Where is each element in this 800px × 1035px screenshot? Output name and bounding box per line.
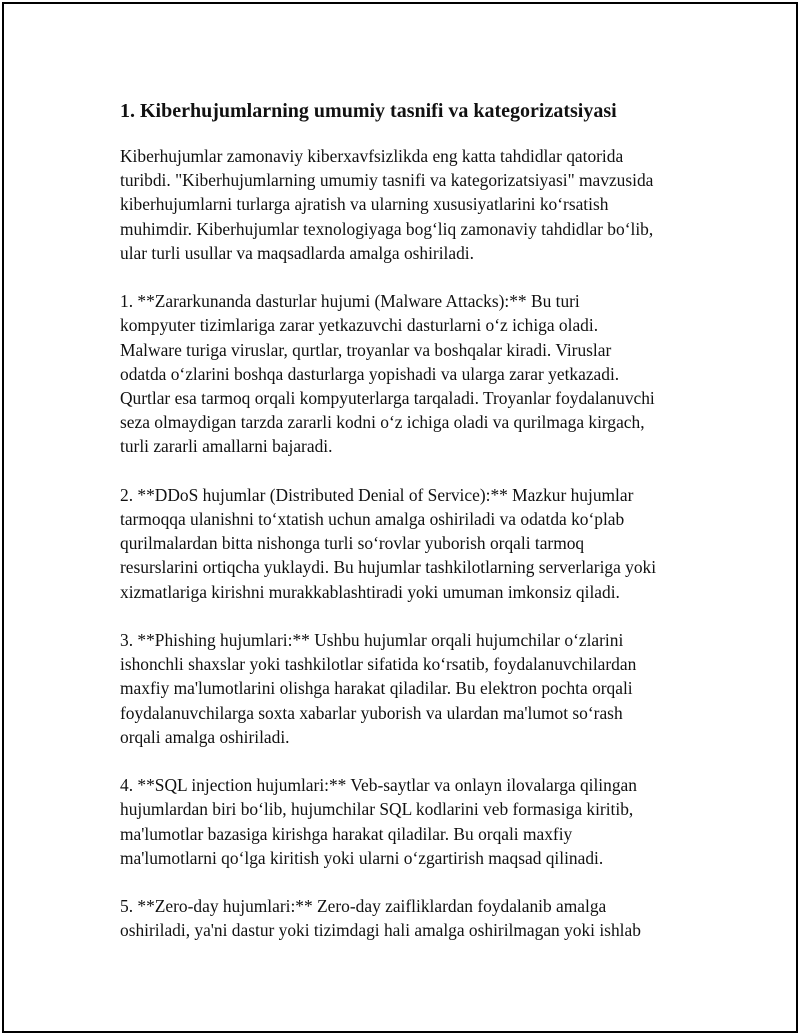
text-line: Qurtlar esa tarmoq orqali kompyuterlarga tarqaladi. Troyanlar foydalanuvchi <box>120 388 655 409</box>
paragraph-sql-injection <box>120 773 710 870</box>
text-line: ular turli usullar va maqsadlarda amalga oshiriladi. <box>120 242 474 263</box>
text-line: oshiriladi, ya'ni dastur yoki tizimdagi hali amalga oshirilmagan yoki ishlab <box>120 920 641 941</box>
paragraph-ddos <box>120 483 710 604</box>
text-line: Malware turiga viruslar, qurtlar, troyanlar va boshqalar kiradi. Viruslar <box>120 339 612 360</box>
text-line: ma'lumotlarni qo‘lga kiritish yoki ularni o‘zgartirish maqsad qilinadi. <box>120 847 604 868</box>
section-heading: 1. Kiberhujumlarning umumiy tasnifi va kategorizatsiyasi <box>120 100 617 122</box>
paragraph-malware <box>120 289 710 458</box>
text-line: 5. **Zero-day hujumlari:** Zero-day zaifliklardan foydalanib amalga <box>120 896 607 917</box>
text-line: Kiberhujumlar zamonaviy kiberxavfsizlikda eng katta tahdidlar qatorida <box>120 146 624 166</box>
paragraph-zero-day <box>120 894 710 942</box>
text-line: 2. **DDoS hujumlar (Distributed Denial of Service):** Mazkur hujumlar <box>120 484 634 505</box>
page-content <box>120 86 710 967</box>
text-line: 4. **SQL injection hujumlari:** Veb-saytlar va onlayn ilovalarga qilingan <box>120 775 637 796</box>
text-line: ma'lumotlar bazasiga kirishga harakat qiladilar. Bu orqali maxfiy <box>120 823 573 844</box>
text-line: qurilmalardan bitta nishonga turli so‘rovlar yuborish orqali tarmoq <box>120 533 585 554</box>
text-line: turli zararli amallarni bajaradi. <box>120 436 333 457</box>
text-line: resurslarini ortiqcha yuklaydi. Bu hujumlar tashkilotlarning serverlariga yoki <box>120 557 657 578</box>
document-page <box>2 2 798 1033</box>
text-line: foydalanuvchilarga soxta xabarlar yuborish va ulardan ma'lumot so‘rash <box>120 702 623 723</box>
text-line: turibdi. "Kiberhujumlarning umumiy tasnifi va kategorizatsiyasi" mavzusida <box>120 170 654 191</box>
text-line: muhimdir. Kiberhujumlar texnologiyaga bog‘liq zamonaviy tahdidlar bo‘lib, <box>120 218 654 239</box>
text-line: ishonchli shaxslar yoki tashkilotlar sifatida ko‘rsatib, foydalanuvchilardan <box>120 654 637 675</box>
text-line: 1. **Zararkunanda dasturlar hujumi (Malware Attacks):** Bu turi <box>120 291 580 312</box>
text-line: 3. **Phishing hujumlari:** Ushbu hujumlar orqali hujumchilar o‘zlarini <box>120 630 624 651</box>
paragraph-phishing <box>120 628 710 749</box>
text-line: kompyuter tizimlariga zarar yetkazuvchi dasturlarni o‘z ichiga oladi. <box>120 315 599 336</box>
text-line: kiberhujumlarni turlarga ajratish va ularning xususiyatlarini ko‘rsatish <box>120 194 609 215</box>
text-line: seza olmaydigan tarzda zararli kodni o‘z ichiga oladi va qurilmaga kirgach, <box>120 412 645 433</box>
text-line: tarmoqqa ulanishni to‘xtatish uchun amalga oshiriladi va odatda ko‘plab <box>120 509 625 530</box>
text-line: xizmatlariga kirishni murakkablashtiradi yoki umuman imkonsiz qiladi. <box>120 581 620 602</box>
text-line: orqali amalga oshiriladi. <box>120 726 290 747</box>
text-line: odatda o‘zlarini boshqa dasturlarga yopishadi va ularga zarar yetkazadi. <box>120 363 620 384</box>
text-line: hujumlardan biri bo‘lib, hujumchilar SQL kodlarini veb formasiga kiritib, <box>120 799 634 820</box>
text-line: maxfiy ma'lumotlarini olishga harakat qiladilar. Bu elektron pochta orqali <box>120 678 633 699</box>
paragraph-intro <box>120 144 710 265</box>
